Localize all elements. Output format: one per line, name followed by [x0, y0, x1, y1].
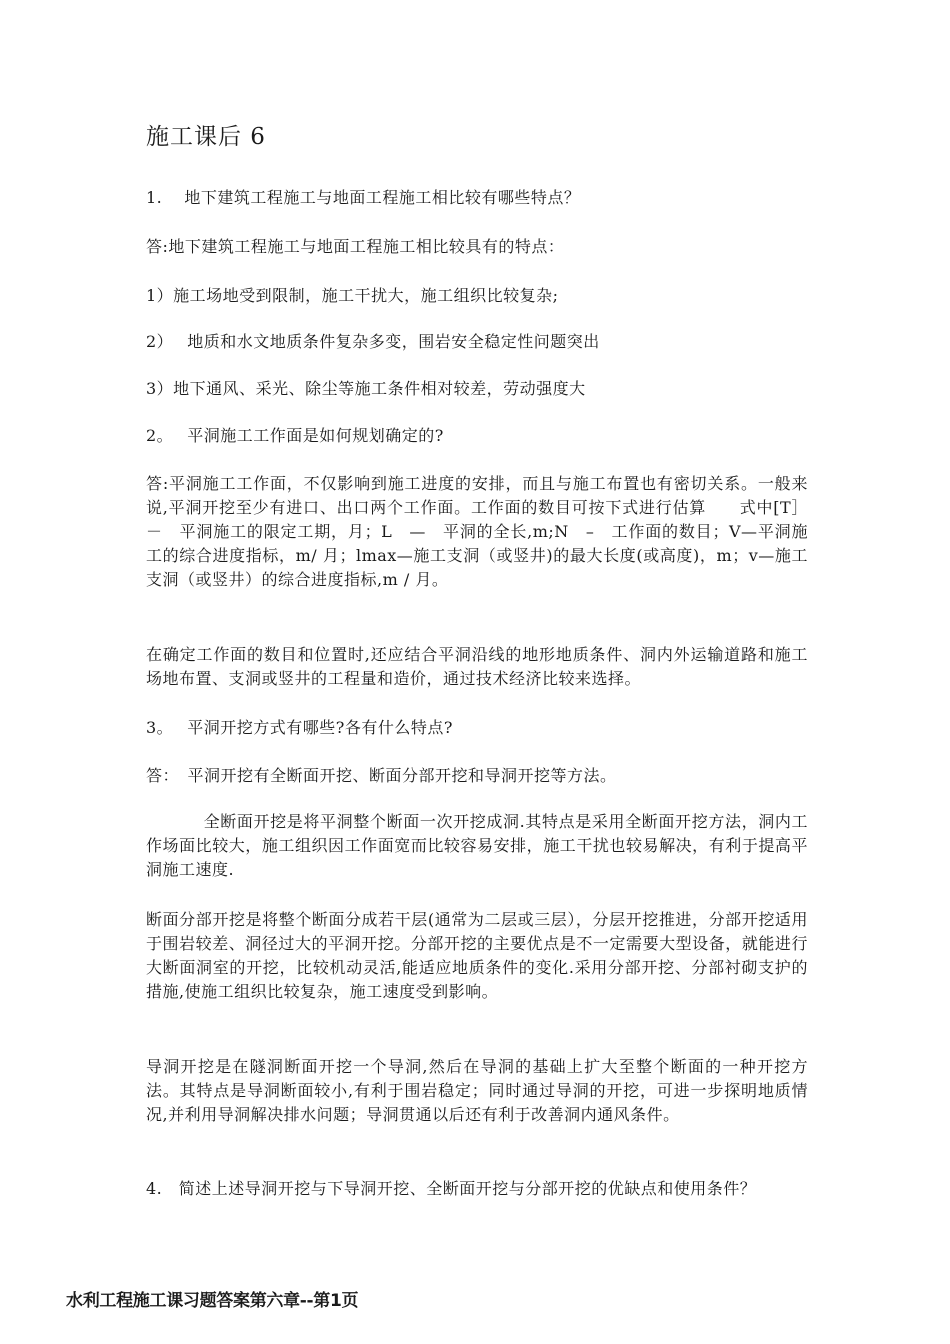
question-3: 3。 平洞开挖方式有哪些?各有什么特点? — [146, 718, 453, 737]
answer-1-point-1: 1）施工场地受到限制，施工干扰大，施工组织比较复杂; — [146, 286, 559, 305]
question-4: 4. 简述上述导洞开挖与下导洞开挖、全断面开挖与分部开挖的优缺点和使用条件？ — [146, 1179, 757, 1198]
answer-3-pilot-tunnel: 导洞开挖是在隧洞断面开挖一个导洞,然后在导洞的基础上扩大至整个断面的一种开挖方法。其特点是导洞断面较小,有利于围岩稳定；同时通过导洞的开挖，可进一步探明地质情况,并利用导洞解决排水问题；导洞贯通以后还有利于改善洞内通风条件。 — [146, 1057, 808, 1124]
answer-2-continued: 在确定工作面的数目和位置时,还应结合平洞沿线的地形地质条件、洞内外运输道路和施工场地布置、支洞或竖井的工程量和造价，通过技术经济比较来选择。 — [146, 645, 808, 688]
answer-1-point-3: 3）地下通风、采光、除尘等施工条件相对较差，劳动强度大 — [146, 379, 586, 398]
answer-1-intro: 答:地下建筑工程施工与地面工程施工相比较具有的特点： — [146, 237, 565, 256]
question-1: 1. 地下建筑工程施工与地面工程施工相比较有哪些特点？ — [146, 188, 581, 207]
answer-3-full-section: 全断面开挖是将平洞整个断面一次开挖成洞.其特点是采用全断面开挖方法，洞内工作场面比较大，施工组织因工作面宽而比较容易安排，施工干扰也较易解决，有利于提高平洞施工速度. — [146, 812, 808, 879]
answer-1-point-2: 2） 地质和水文地质条件复杂多变，围岩安全稳定性问题突出 — [146, 332, 600, 351]
document-title: 施工课后 6 — [146, 124, 266, 150]
question-2: 2。 平洞施工工作面是如何规划确定的? — [146, 426, 444, 445]
page-footer: 水利工程施工课习题答案第六章--第1页 — [66, 1291, 359, 1311]
answer-2: 答:平洞施工工作面，不仅影响到施工进度的安排，而且与施工布置也有密切关系。一般来说,平洞开挖至少有进口、出口两个工作面。工作面的数目可按下式进行估算 式中[T］－ 平洞施工的限定工期，月；L — 平洞的全长,m;N – 工作面的数目；V—平洞施工的综合进度指标，m/ 月；lmax—施工支洞（或竖井)的最大长度(或高度)，m；v—施工支洞（或竖井）的综合进度指标,m / 月。 — [146, 474, 808, 589]
answer-3-partial-section: 断面分部开挖是将整个断面分成若干层(通常为二层或三层），分层开挖推进，分部开挖适用于围岩较差、洞径过大的平洞开挖。分部开挖的主要优点是不一定需要大型设备，就能进行大断面洞室的开挖，比较机动灵活,能适应地质条件的变化.采用分部开挖、分部衬砌支护的措施,使施工组织比较复杂，施工速度受到影响。 — [146, 910, 808, 1001]
answer-3-intro: 答： 平洞开挖有全断面开挖、断面分部开挖和导洞开挖等方法。 — [146, 766, 617, 785]
